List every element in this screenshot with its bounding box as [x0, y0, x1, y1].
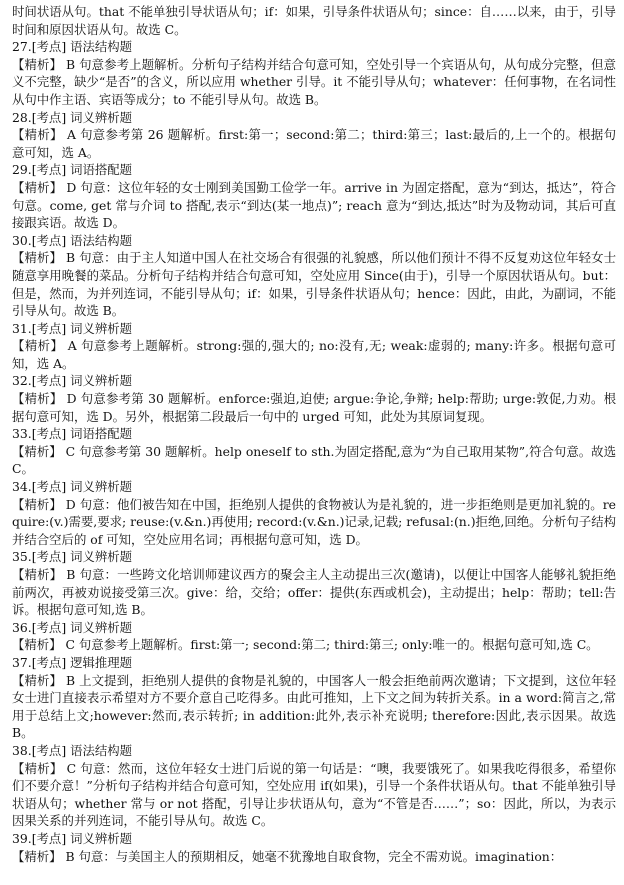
- paragraph: 【精析】 C 句意参考第 30 题解析。help oneself to sth.为固定搭配,意为“为自己取用某物”,符合句意。故选 C。: [12, 443, 616, 477]
- question-heading: 35.[考点] 词义辨析题: [12, 549, 133, 565]
- paragraph: 【精析】 D 句意：他们被告知在中国，拒绝别人提供的食物被认为是礼貌的，进一步拒绝则是更加礼貌的。require:(v.)需要,要求; reuse:(v.&n.)再使用; record:(v.&n.)记录,记载; refusal:(n.)拒绝,回绝。分析句子结构并结合空后的 of 可知，空处应用名词；再根据句意可知，选 D。: [12, 496, 616, 547]
- question-heading: 30.[考点] 语法结构题: [12, 232, 133, 248]
- paragraph: 【精析】 A 句意参考上题解析。strong:强的,强大的; no:没有,无; weak:虚弱的; many:许多。根据句意可知，选 A。: [12, 338, 616, 371]
- question-heading: 36.[考点] 词义辨析题: [12, 619, 133, 635]
- paragraph: 【精析】 B 句意：与美国主人的预期相反，她毫不犹豫地自取食物，完全不需劝说。imagination：: [12, 848, 563, 864]
- question-heading: 39.[考点] 词义辨析题: [12, 830, 133, 846]
- paragraph: 时间状语从句。that 不能单独引导状语从句；if：如果，引导条件状语从句；since：自……以来，由于，引导时间和原因状语从句。故选 C。: [12, 4, 616, 37]
- paragraph: 【精析】 C 句意：然而，这位年轻女士进门后说的第一句话是：“噢，我要饿死了。如果我吃得很多，希望你们不要介意！”分析句子结构并结合句意可知，空处应用 if(如果)，引导一个条件状语从句。that 不能单独引导状语从句；whether 常与 or not 搭配，引导让步状语从句，意为“不管是否……”；so：因此，所以，为表示因果关系的并列连词，不能引导从句。故选 C。: [12, 760, 616, 829]
- question-heading: 31.[考点] 词义辨析题: [12, 320, 133, 336]
- paragraph: 【精析】 B 句意参考上题解析。分析句子结构并结合句意可知，空处引导一个宾语从句，从句成分完整，但意义不完整，缺少“是否”的含义，所以应用 whether 引导。it 不能引导从句；whatever：任何事物，在名词性从句中作主语、宾语等成分；to 不能引导从句。故选 B。: [12, 56, 616, 107]
- paragraph: 【精析】 B 句意：一些跨文化培训师建议西方的聚会主人主动提出三次(邀请)，以便让中国客人能够礼貌拒绝前两次，再被劝说接受第三次。give：给，交给；offer：提供(东西或机会)，主动提出；help：帮助；tell:告诉。根据句意可知,选 B。: [12, 567, 616, 618]
- question-heading: 27.[考点] 语法结构题: [12, 39, 133, 55]
- question-heading: 38.[考点] 语法结构题: [12, 742, 133, 758]
- paragraph: 【精析】 B 上文提到，拒绝别人提供的食物是礼貌的，中国客人一般会拒绝前两次邀请；下文提到，这位年轻女士进门直接表示希望对方不要介意自己吃得多。由此可推知，上下文之间为转折关系。in a word:简言之,常用于总结上文;however:然而,表示转折; in addition:此外,表示补充说明; therefore:因此,表示因果。故选 B。: [12, 672, 616, 741]
- question-heading: 37.[考点] 逻辑推理题: [12, 654, 133, 670]
- paragraph: 【精析】 B 句意：由于主人知道中国人在社交场合有很强的礼貌感，所以他们预计不得不反复劝这位年轻女士随意享用晚餐的菜品。分析句子结构并结合句意可知，空处应用 Since(由于)，引导一个原因状语从句。but：但是，然而，为并列连词，不能引导从句；if：如果，引导条件状语从句；hence：因此，由此，为副词，不能引导从句。故选 B。: [12, 250, 616, 319]
- paragraph: 【精析】 D 句意参考第 30 题解析。enforce:强迫,迫使; argue:争论,争辩; help:帮助; urge:敦促,力劝。根据句意可知，选 D。另外，根据第二段最后一句中的 urged 可知，此处为其原词复现。: [12, 391, 616, 424]
- paragraph: 【精析】 D 句意：这位年轻的女士刚到美国勤工俭学一年。arrive in 为固定搭配，意为“到达，抵达”，符合句意。come, get 常与介词 to 搭配,表示“到达(某一地点)”; reach 意为“到达,抵达”时为及物动词，其后可直接跟宾语。故选 D。: [12, 179, 616, 231]
- question-heading: 28.[考点] 词义辨析题: [12, 109, 133, 125]
- paragraph: 【精析】 C 句意参考上题解析。first:第一; second:第二; third:第三; only:唯一的。根据句意可知,选 C。: [12, 637, 599, 653]
- question-heading: 34.[考点] 词义辨析题: [12, 479, 133, 495]
- question-heading: 29.[考点] 词语搭配题: [12, 162, 133, 178]
- question-heading: 32.[考点] 词义辨析题: [12, 373, 133, 389]
- question-heading: 33.[考点] 词语搭配题: [12, 426, 133, 442]
- paragraph: 【精析】 A 句意参考第 26 题解析。first:第一；second:第二；third:第三；last:最后的,上一个的。根据句意可知，选 A。: [12, 127, 616, 160]
